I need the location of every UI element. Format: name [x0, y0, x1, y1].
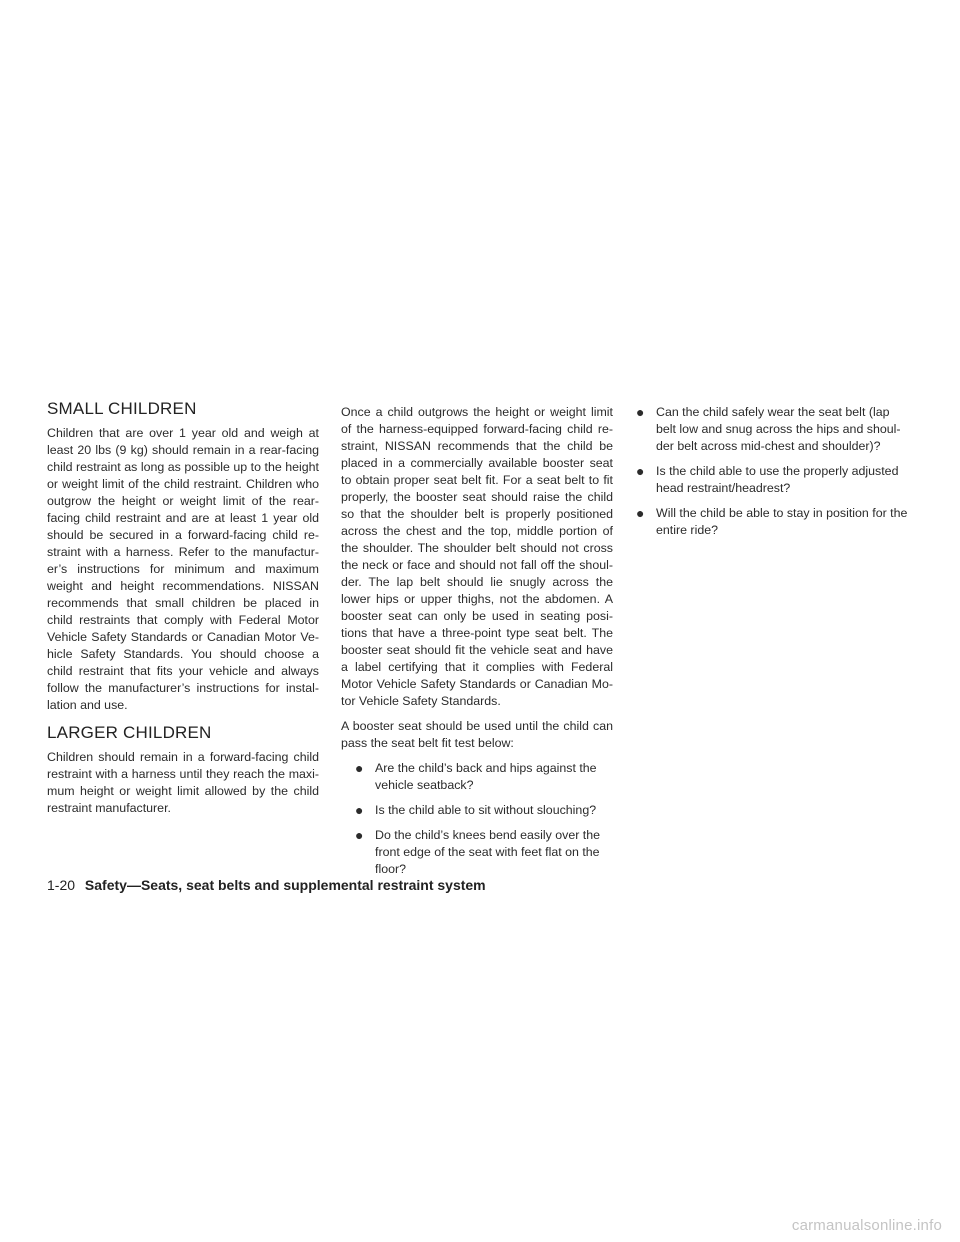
bullet-icon: ● [355, 827, 364, 843]
page-footer [47, 876, 486, 894]
column-middle [341, 404, 613, 886]
section-heading-larger-children: LARGER CHILDREN [47, 723, 212, 742]
fit-test-list-part1 [341, 760, 613, 878]
list-item [635, 505, 910, 539]
list-item-text: Is the child able to use the properly adjusted head restraint/headrest? [656, 464, 899, 495]
larger-children-paragraph: Children should remain in a forward-facing child restraint with a harness until they reach the maxi-mum height or weight limit allowed by the child restraint manufacturer. [47, 750, 319, 815]
fit-test-list-part2 [635, 404, 910, 539]
column-left [47, 400, 319, 825]
list-item [635, 404, 910, 455]
list-item [341, 802, 613, 819]
list-item-text: Do the child’s knees bend easily over the front edge of the seat with feet flat on the floor? [375, 828, 601, 876]
small-children-paragraph: Children that are over 1 year old and weigh at least 20 lbs (9 kg) should remain in a rear-facing child restraint as long as possible up to the height or weight limit of the child restraint. Children who outgrow the height or weight limit of the rear-facing child restraint and are at least 1 year old should be secured in a forward-facing child re-straint with a harness. Refer to the manufactur-er’s instructions for minimum and maximum weight and height recommendations. NISSAN recommends that small children be placed in child restraints that comply with Federal Motor Vehicle Safety Standards or Canadian Motor Ve-hicle Safety Standards. You should choose a child restraint that fits your vehicle and always follow the manufacturer’s instructions for instal-lation and use. [47, 426, 319, 712]
list-item [341, 760, 613, 794]
bullet-icon: ● [636, 463, 645, 479]
chapter-title: Safety—Seats, seat belts and supplemental restraint system [84, 877, 486, 893]
page-number: 1-20 [47, 877, 76, 893]
fit-test-intro-paragraph: A booster seat should be used until the child can pass the seat belt fit test below: [341, 719, 613, 750]
section-heading-small-children: SMALL CHILDREN [47, 399, 197, 418]
bullet-icon: ● [636, 505, 645, 521]
bullet-icon: ● [355, 802, 364, 818]
list-item-text: Will the child be able to stay in position for the entire ride? [656, 506, 908, 537]
list-item-text: Can the child safely wear the seat belt (lap belt low and snug across the hips and shoul-der belt across mid-chest and shoulder)? [656, 405, 901, 453]
list-item-text: Are the child’s back and hips against the vehicle seatback? [375, 761, 597, 792]
list-item [635, 463, 910, 497]
column-right [635, 404, 910, 547]
list-item [341, 827, 613, 878]
booster-seat-paragraph: Once a child outgrows the height or weight limit of the harness-equipped forward-facing child re-straint, NISSAN recommends that the child be placed in a commercially available booster seat to obtain proper seat belt fit. For a seat belt to fit properly, the booster seat should raise the child so that the shoulder belt is properly positioned across the chest and the top, middle portion of the shoulder. The shoulder belt should not cross the neck or face and should not fall off the shoul-der. The lap belt should lie snugly across the lower hips or upper thighs, not the abdomen. A booster seat can only be used in seating posi-tions that have a three-point type seat belt. The booster seat should fit the vehicle seat and have a label certifying that it complies with Federal Motor Vehicle Safety Standards or Canadian Mo-tor Vehicle Safety Standards. [341, 405, 613, 708]
watermark: carmanualsonline.info [791, 1217, 942, 1234]
bullet-icon: ● [355, 760, 364, 776]
bullet-icon: ● [636, 404, 645, 420]
list-item-text: Is the child able to sit without slouching? [375, 803, 597, 817]
